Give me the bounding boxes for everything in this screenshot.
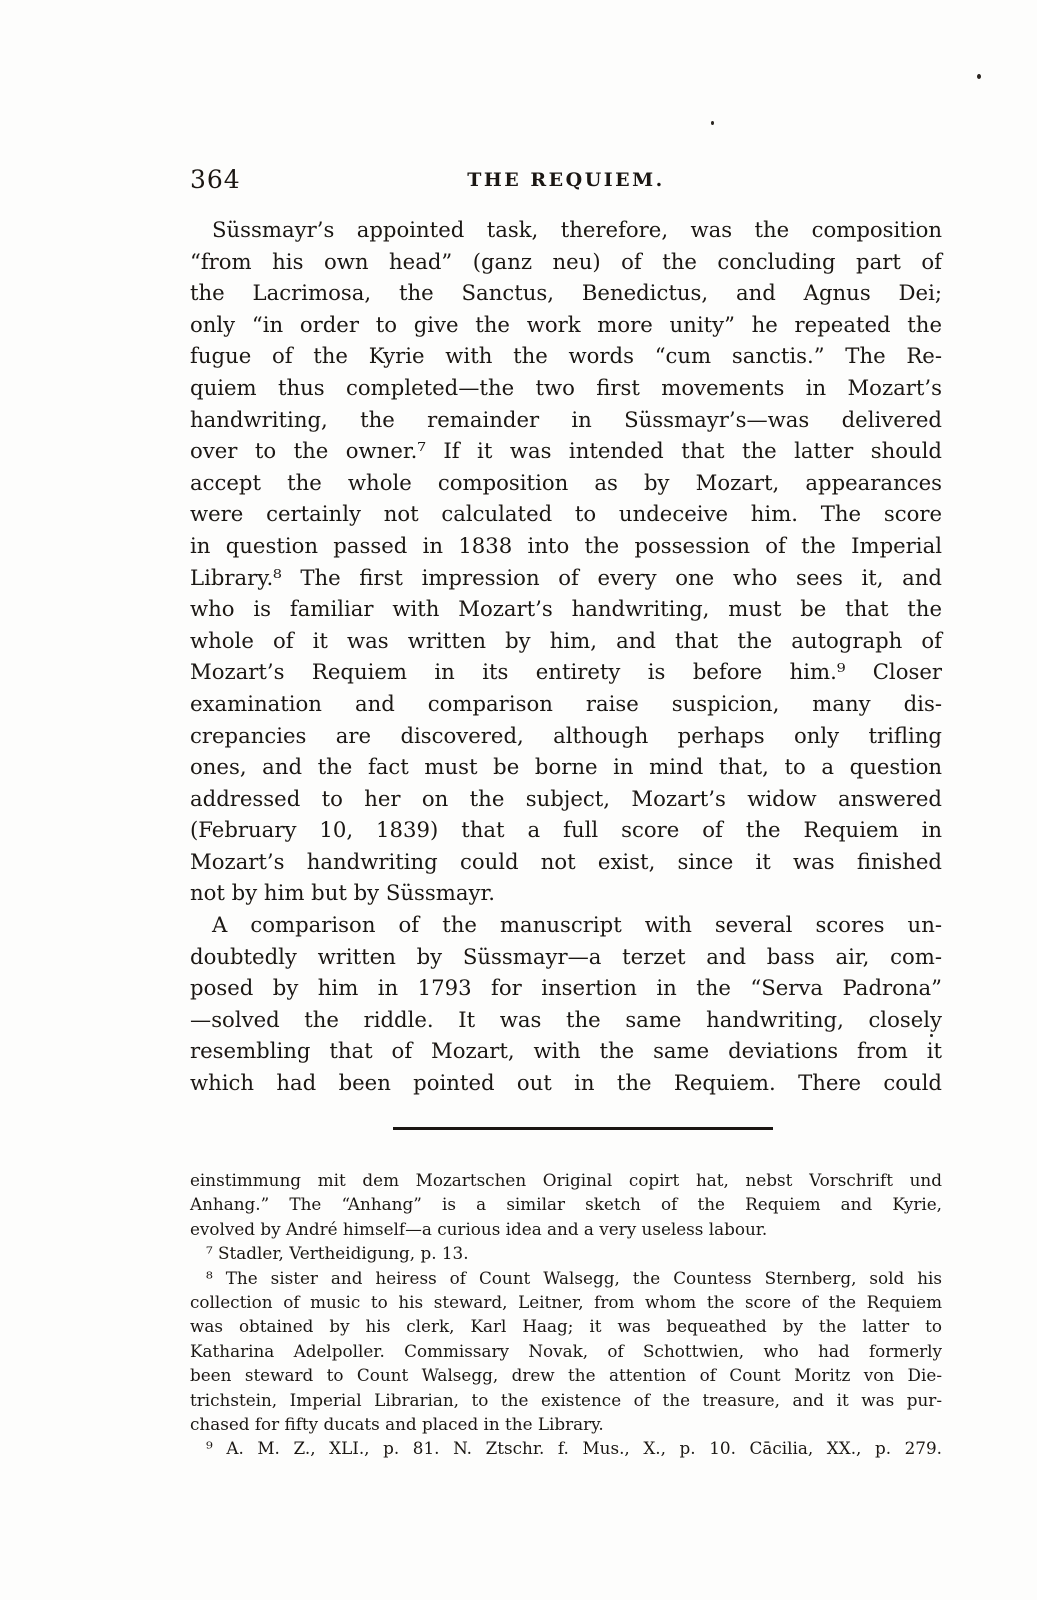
body-line: crepancies are discovered, although perhaps only trifling xyxy=(190,722,942,748)
page-header xyxy=(190,163,942,197)
page-number: 364 xyxy=(190,165,241,194)
body-line: the Lacrimosa, the Sanctus, Benedictus, and Agnus Dei; xyxy=(190,280,942,306)
footnotes xyxy=(190,1168,942,1461)
body-line: not by him but by Süssmayr. xyxy=(190,880,496,906)
body-line: examination and comparison raise suspicion, many dis- xyxy=(190,690,942,716)
body-line: (February 10, 1839) that a full score of the Requiem in xyxy=(190,817,942,843)
body-line: Mozart’s Requiem in its entirety is before him.⁹ Closer xyxy=(190,659,942,685)
body-line: fugue of the Kyrie with the words “cum sanctis.” The Re- xyxy=(190,343,942,369)
body-line: whole of it was written by him, and that the autograph of xyxy=(190,627,942,653)
body-line: quiem thus completed—the two first movements in Mozart’s xyxy=(190,374,942,400)
body-line: Süssmayr’s appointed task, therefore, was the composition xyxy=(212,217,942,242)
body-line: “from his own head” (ganz neu) of the concluding part of xyxy=(190,248,942,274)
body-line: handwriting, the remainder in Süssmayr’s—was delivered xyxy=(190,406,942,432)
body-line: doubtedly written by Süssmayr—a terzet and bass air, com- xyxy=(190,943,942,969)
body-line: Mozart’s handwriting could not exist, since it was finished xyxy=(190,848,942,874)
footnote-line: was obtained by his clerk, Karl Haag; it was bequeathed by the latter to xyxy=(190,1316,942,1337)
body-line: only “in order to give the work more unity” he repeated the xyxy=(190,311,942,337)
running-header: THE REQUIEM. xyxy=(467,169,665,191)
body-line: over to the owner.⁷ If it was intended that the latter should xyxy=(190,438,942,464)
body-line: in question passed in 1838 into the possession of the Imperial xyxy=(190,532,942,558)
body-line: resembling that of Mozart, with the same deviations from it xyxy=(190,1038,942,1064)
footnote-line: been steward to Count Walsegg, drew the attention of Count Moritz von Die- xyxy=(190,1365,942,1386)
body-line: accept the whole composition as by Mozart, appearances xyxy=(190,469,942,495)
body-line: posed by him in 1793 for insertion in the “Serva Padrona” xyxy=(190,975,942,1001)
footnote-line: Anhang.” The “Anhang” is a similar sketch of the Requiem and Kyrie, xyxy=(190,1194,942,1215)
footnote-line: ⁹ A. M. Z., XLI., p. 81. N. Ztschr. f. Mus., X., p. 10. Cācilia, XX., p. 279. xyxy=(206,1438,942,1459)
ink-speck xyxy=(711,121,714,125)
footnote-divider xyxy=(393,1127,773,1130)
footnote-line: einstimmung mit dem Mozartschen Original copirt hat, nebst Vorschrift und xyxy=(190,1170,942,1190)
body-line: were certainly not calculated to undeceive him. The score xyxy=(190,501,942,527)
body-line: —solved the riddle. It was the same handwriting, closely xyxy=(190,1006,942,1032)
ink-speck xyxy=(977,74,981,79)
body-line: which had been pointed out in the Requiem. There could xyxy=(190,1070,942,1096)
footnote-line: trichstein, Imperial Librarian, to the existence of the treasure, and it was pur- xyxy=(190,1389,942,1410)
body-line: Library.⁸ The first impression of every one who sees it, and xyxy=(190,564,942,590)
body-line: A comparison of the manuscript with several scores un- xyxy=(212,912,942,938)
footnote-line: evolved by André himself—a curious idea and a very useless labour. xyxy=(190,1218,768,1239)
ink-speck xyxy=(930,1034,933,1037)
footnote-line: ⁷ Stadler, Vertheidigung, p. 13. xyxy=(206,1243,469,1264)
footnote-line: collection of music to his steward, Leitner, from whom the score of the Requiem xyxy=(190,1291,942,1312)
body-text xyxy=(190,214,942,1099)
body-line: addressed to her on the subject, Mozart’s widow answered xyxy=(190,785,942,811)
footnote-line: ⁸ The sister and heiress of Count Walsegg, the Countess Sternberg, sold his xyxy=(206,1267,942,1288)
body-line: who is familiar with Mozart’s handwriting, must be that the xyxy=(190,596,942,622)
footnote-line: chased for fifty ducats and placed in the Library. xyxy=(190,1413,604,1434)
footnote-line: Katharina Adelpoller. Commissary Novak, of Schottwien, who had formerly xyxy=(190,1340,942,1361)
body-line: ones, and the fact must be borne in mind that, to a question xyxy=(190,754,942,780)
